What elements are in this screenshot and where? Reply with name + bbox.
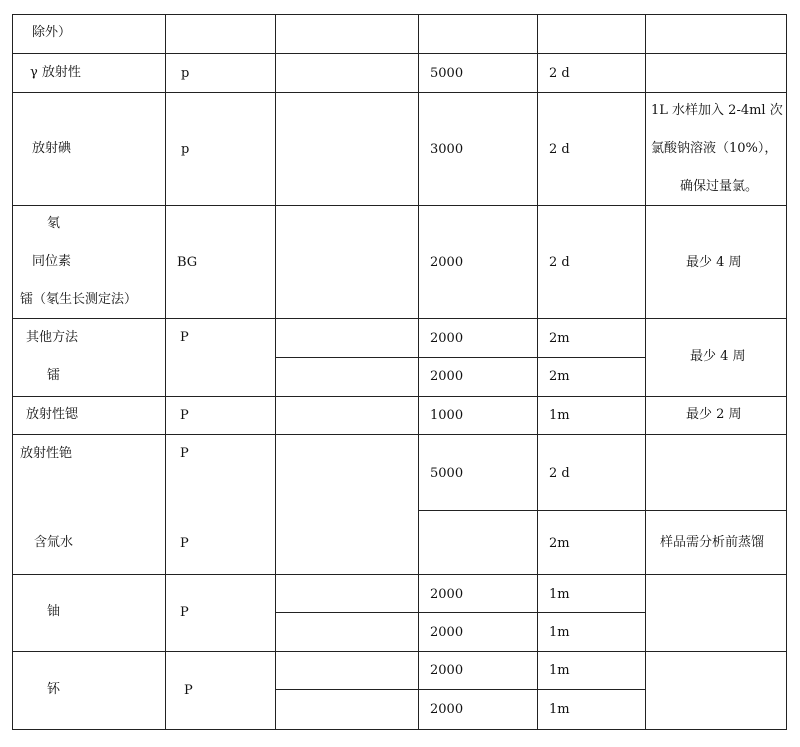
col-border: [12, 14, 13, 730]
cell-volume: 5000: [430, 66, 464, 81]
cell-volume: 2000: [430, 255, 464, 270]
row-border: [12, 574, 787, 575]
row-border-partial: [275, 689, 646, 690]
cell-note: 氯酸钠溶液（10%），: [651, 141, 778, 156]
cell-storage: 2m: [549, 536, 570, 551]
cell-item: 放射性铯: [20, 446, 73, 461]
cell-item: 氡: [47, 216, 61, 231]
cell-storage: 2 d: [549, 66, 570, 81]
cell-note: 最少 4 周: [686, 255, 742, 270]
col-border: [537, 14, 538, 730]
col-border: [165, 14, 166, 730]
cell-item: 除外）: [32, 25, 72, 40]
col-border: [275, 14, 276, 730]
cell-item: 钚: [47, 682, 61, 697]
cell-item: γ 放射性: [30, 65, 81, 80]
row-border-partial: [418, 510, 787, 511]
cell-item: 放射性锶: [26, 407, 79, 422]
cell-volume: 2000: [430, 663, 464, 678]
row-border: [12, 53, 787, 54]
cell-storage: 2 d: [549, 466, 570, 481]
col-border: [786, 14, 787, 730]
cell-container: P: [180, 408, 189, 423]
col-border: [645, 14, 646, 730]
cell-storage: 1m: [549, 663, 570, 678]
cell-note: 确保过量氯。: [680, 179, 759, 194]
row-border: [12, 318, 787, 319]
cell-note: 样品需分析前蒸馏: [660, 535, 765, 550]
row-border: [12, 205, 787, 206]
cell-note: 最少 4 周: [690, 349, 746, 364]
row-border: [12, 651, 787, 652]
cell-container: P: [180, 330, 189, 345]
cell-container: BG: [177, 255, 198, 270]
row-border: [12, 396, 787, 397]
col-border: [418, 14, 419, 730]
cell-item: 铀: [47, 604, 61, 619]
cell-item: 镭（氡生长测定法）: [20, 292, 138, 307]
cell-item: 镭: [47, 368, 61, 383]
row-border: [12, 434, 787, 435]
cell-volume: 2000: [430, 587, 464, 602]
cell-storage: 2 d: [549, 142, 570, 157]
cell-note: 1L 水样加入 2-4ml 次: [651, 103, 783, 118]
cell-item: 含氚水: [34, 535, 74, 550]
cell-storage: 1m: [549, 587, 570, 602]
cell-note: 最少 2 周: [686, 407, 742, 422]
row-border-partial: [275, 357, 646, 358]
cell-volume: 5000: [430, 466, 464, 481]
cell-container: p: [181, 66, 190, 81]
cell-storage: 2m: [549, 369, 570, 384]
row-border: [12, 729, 787, 730]
cell-item: 其他方法: [26, 330, 79, 345]
row-border-partial: [275, 612, 646, 613]
row-border: [12, 92, 787, 93]
cell-volume: 2000: [430, 369, 464, 384]
cell-storage: 1m: [549, 702, 570, 717]
cell-container: P: [184, 683, 193, 698]
cell-volume: 2000: [430, 331, 464, 346]
row-border: [12, 14, 787, 15]
cell-item: 放射碘: [32, 141, 72, 156]
cell-volume: 2000: [430, 702, 464, 717]
cell-volume: 1000: [430, 408, 464, 423]
cell-storage: 1m: [549, 408, 570, 423]
cell-storage: 2m: [549, 331, 570, 346]
cell-container: p: [181, 142, 190, 157]
cell-storage: 1m: [549, 625, 570, 640]
cell-volume: 3000: [430, 142, 464, 157]
cell-item: 同位素: [32, 254, 72, 269]
cell-volume: 2000: [430, 625, 464, 640]
cell-storage: 2 d: [549, 255, 570, 270]
cell-container: P: [180, 536, 189, 551]
cell-container: P: [180, 446, 189, 461]
cell-container: P: [180, 605, 189, 620]
